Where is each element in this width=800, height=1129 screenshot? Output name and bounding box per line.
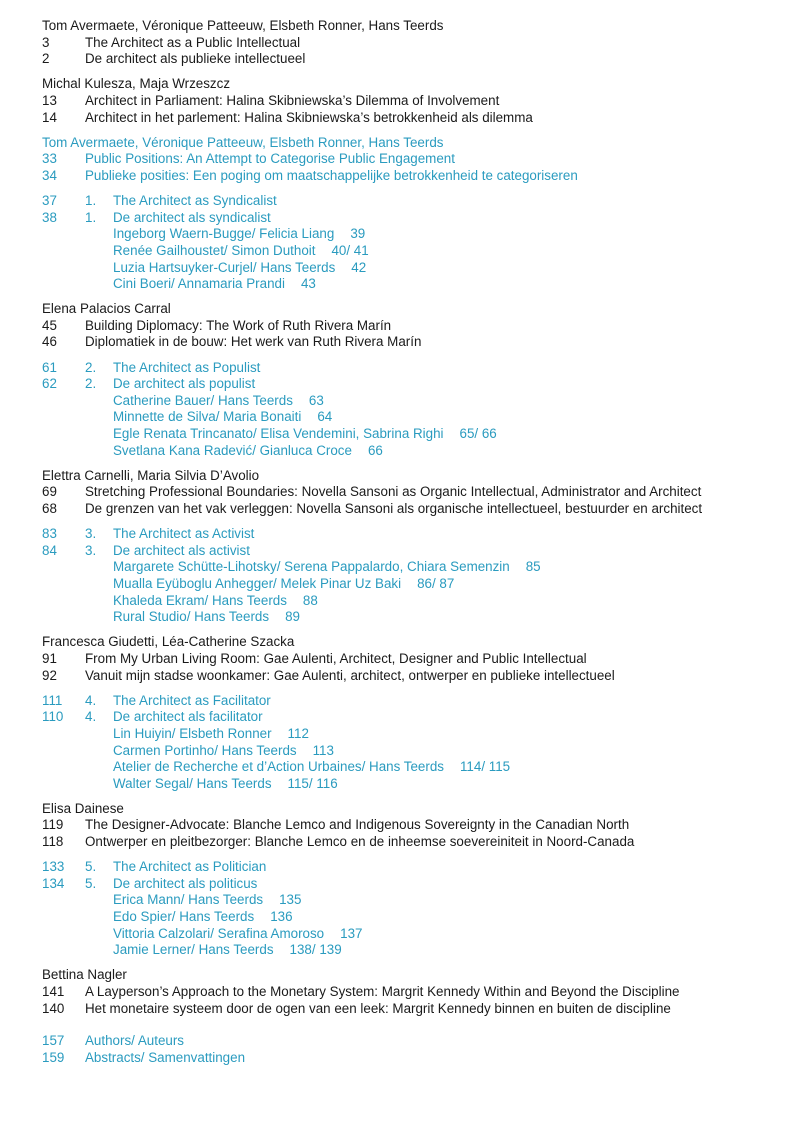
entry-title: Authors/ Auteurs: [85, 1033, 184, 1049]
page-number: 138/ 139: [289, 942, 342, 958]
entry-title: Diplomatiek in de bouw: Het werk van Ruth Rivera Marín: [85, 334, 422, 350]
portrait-name: Minnette de Silva/ Maria Bonaiti: [113, 409, 302, 425]
toc-block: [42, 301, 790, 351]
essay-title-en: [42, 984, 790, 1001]
essay-title-en: [42, 318, 790, 335]
portrait-name: Margarete Schütte-Lihotsky/ Serena Pappalardo, Chiara Semenzin: [113, 559, 510, 575]
portrait-entry: [42, 409, 790, 426]
section-heading-nl: [42, 876, 790, 893]
entry-title: Public Positions: An Attempt to Categorise Public Engagement: [85, 151, 455, 167]
page-number: 83: [42, 526, 57, 542]
entry-title: A Layperson’s Approach to the Monetary System: Margrit Kennedy Within and Beyond the Discipline: [85, 984, 680, 999]
essay-title-nl: [42, 834, 790, 851]
page-number: 66: [367, 442, 383, 458]
page-number: 113: [312, 742, 334, 758]
section-title: De architect als politicus: [113, 875, 258, 891]
page-number: 112: [287, 725, 309, 741]
page-number: 39: [350, 226, 366, 242]
section-number: 1.: [85, 209, 97, 225]
portrait-name: Renée Gailhoustet/ Simon Duthoit: [113, 242, 316, 258]
essay-title-en: [42, 817, 790, 834]
page-number: 42: [351, 259, 367, 275]
section-number: 3.: [85, 526, 97, 542]
entry-title: Stretching Professional Boundaries: Novella Sansoni as Organic Intellectual, Administrator and Architect: [85, 484, 702, 500]
section-number: 4.: [85, 709, 97, 725]
toc-block: [42, 801, 790, 851]
section-heading-nl: [42, 543, 790, 560]
page-number: 92: [42, 667, 57, 683]
essay-authors: Elettra Carnelli, Maria Silvia D’Avolio: [42, 467, 260, 483]
portrait-entry: [42, 443, 790, 460]
portrait-entry: [42, 393, 790, 410]
page-number: 34: [42, 167, 57, 183]
section-title: The Architect as Politician: [113, 859, 267, 875]
page-number: 3: [42, 34, 50, 50]
essay-title-nl: [42, 1001, 790, 1018]
toc-block: [42, 468, 790, 518]
page-number: 65/ 66: [459, 426, 497, 442]
entry-title: From My Urban Living Room: Gae Aulenti, Architect, Designer and Public Intellectual: [85, 650, 587, 666]
page-number: 157: [42, 1033, 65, 1049]
section-number: 5.: [85, 859, 97, 875]
page-number: 110: [42, 709, 64, 725]
toc-block: [42, 526, 790, 626]
section-number: 2.: [85, 359, 97, 375]
section-title: The Architect as Syndicalist: [113, 193, 277, 209]
entry-title: Architect in het parlement: Halina Skibniewska’s betrokkenheid als dilemma: [85, 109, 533, 125]
portrait-name: Cini Boeri/ Annamaria Prandi: [113, 276, 285, 292]
back-matter-entry: [42, 1050, 790, 1067]
page-number: 84: [42, 542, 57, 558]
entry-title: Vanuit mijn stadse woonkamer: Gae Aulenti, architect, ontwerper en publieke intellectueel: [85, 667, 615, 683]
page-number: 86/ 87: [417, 575, 455, 591]
portrait-entry: [42, 260, 790, 277]
portrait-name: Catherine Bauer/ Hans Teerds: [113, 392, 293, 408]
page-number: 159: [42, 1049, 65, 1065]
section-heading-nl: [42, 210, 790, 227]
portrait-entry: [42, 226, 790, 243]
section-title: The Architect as Facilitator: [113, 692, 271, 708]
portrait-name: Atelier de Recherche et d’Action Urbaines/ Hans Teerds: [113, 759, 444, 775]
portrait-name: Svetlana Kana Radević/ Gianluca Croce: [113, 442, 352, 458]
essay-title-en: [42, 93, 790, 110]
page-number: 91: [42, 650, 57, 666]
page-number: 135: [279, 892, 302, 908]
essay-authors: Michal Kulesza, Maja Wrzeszcz: [42, 76, 231, 92]
toc-block: [42, 693, 790, 793]
portrait-name: Rural Studio/ Hans Teerds: [113, 609, 270, 625]
essay-title-nl: [42, 334, 790, 351]
essay-authors: Tom Avermaete, Véronique Patteeuw, Elsbeth Ronner, Hans Teerds: [42, 18, 444, 33]
portrait-entry: [42, 576, 790, 593]
section-title: De architect als syndicalist: [113, 209, 271, 225]
page-number: 37: [42, 193, 57, 209]
portrait-name: Ingeborg Waern-Bugge/ Felicia Liang: [113, 226, 335, 242]
essay-authors: Elisa Dainese: [42, 800, 124, 816]
page-number: 64: [317, 409, 333, 425]
section-title: De architect als populist: [113, 376, 256, 392]
portrait-name: Vittoria Calzolari/ Serafina Amoroso: [113, 925, 325, 941]
essay-title-nl: [42, 168, 790, 185]
essay-title-en: [42, 35, 790, 52]
portrait-entry: [42, 276, 790, 293]
entry-title: The Architect as a Public Intellectual: [85, 34, 301, 50]
portrait-entry: [42, 243, 790, 260]
portrait-entry: [42, 609, 790, 626]
page-number: 38: [42, 209, 57, 225]
table-of-contents: [42, 18, 790, 1075]
portrait-entry: [42, 426, 790, 443]
entry-title: De grenzen van het vak verleggen: Novella Sansoni als organische intellectueel, bestuurder en architect: [85, 501, 703, 516]
toc-block: [42, 135, 790, 185]
portrait-entry: [42, 926, 790, 943]
section-number: 5.: [85, 875, 97, 891]
page-number: 133: [42, 859, 65, 875]
section-number: 1.: [85, 193, 97, 209]
section-number: 3.: [85, 542, 97, 558]
page-number: 141: [42, 984, 65, 999]
section-title: De architect als facilitator: [113, 709, 263, 725]
essay-authors: Elena Palacios Carral: [42, 301, 171, 317]
section-heading-nl: [42, 709, 790, 726]
portrait-entry: [42, 743, 790, 760]
page-number: 2: [42, 51, 50, 67]
portrait-entry: [42, 593, 790, 610]
toc-block: [42, 1033, 790, 1066]
section-number: 4.: [85, 692, 97, 708]
section-number: 2.: [85, 376, 97, 392]
portrait-entry: [42, 759, 790, 776]
page-number: 45: [42, 317, 57, 333]
essay-title-nl: [42, 501, 790, 518]
page-number: 61: [42, 359, 57, 375]
page-number: 134: [42, 875, 65, 891]
page-number: 119: [42, 817, 64, 833]
toc-block: [42, 634, 790, 684]
entry-title: Abstracts/ Samenvattingen: [85, 1049, 246, 1065]
toc-block: [42, 360, 790, 460]
page-number: 114/ 115: [459, 759, 511, 775]
entry-title: Building Diplomacy: The Work of Ruth Rivera Marín: [85, 317, 392, 333]
section-heading-nl: [42, 376, 790, 393]
section-title: The Architect as Activist: [113, 526, 255, 542]
portrait-entry: [42, 559, 790, 576]
entry-title: The Designer-Advocate: Blanche Lemco and Indigenous Sovereignty in the Canadian North: [85, 817, 630, 833]
toc-block: [42, 967, 790, 1017]
portrait-name: Jamie Lerner/ Hans Teerds: [113, 942, 274, 958]
page-number: 118: [42, 834, 64, 850]
portrait-entry: [42, 892, 790, 909]
toc-block: [42, 76, 790, 126]
page-number: 68: [42, 501, 57, 516]
portrait-entry: [42, 909, 790, 926]
page-number: 136: [270, 909, 293, 925]
portrait-entry: [42, 776, 790, 793]
portrait-name: Lin Huiyin/ Elsbeth Ronner: [113, 725, 272, 741]
page-number: 46: [42, 334, 57, 350]
page-number: 137: [340, 925, 363, 941]
portrait-entry: [42, 942, 790, 959]
portrait-entry: [42, 726, 790, 743]
page-number: 62: [42, 376, 57, 392]
entry-title: Het monetaire systeem door de ogen van een leek: Margrit Kennedy binnen en buiten de discipline: [85, 1000, 671, 1016]
page-number: 63: [308, 392, 324, 408]
portrait-name: Egle Renata Trincanato/ Elisa Vendemini, Sabrina Righi: [113, 426, 444, 442]
entry-title: De architect als publieke intellectueel: [85, 51, 306, 67]
toc-block: [42, 859, 790, 959]
essay-title-nl: [42, 668, 790, 685]
page-number: 69: [42, 484, 57, 500]
toc-block: [42, 193, 790, 293]
portrait-name: Carmen Portinho/ Hans Teerds: [113, 742, 297, 758]
essay-authors: Tom Avermaete, Véronique Patteeuw, Elsbeth Ronner, Hans Teerds: [42, 134, 444, 150]
portrait-name: Mualla Eyüboglu Anhegger/ Melek Pinar Uz Baki: [113, 575, 402, 591]
section-title: The Architect as Populist: [113, 359, 261, 375]
page-number: 85: [525, 559, 541, 575]
essay-title-en: [42, 484, 790, 501]
essay-authors: Francesca Giudetti, Léa-Catherine Szacka: [42, 634, 295, 650]
portrait-name: Khaleda Ekram/ Hans Teerds: [113, 592, 287, 608]
back-matter-entry: [42, 1033, 790, 1050]
entry-title: Publieke posities: Een poging om maatschappelijke betrokkenheid te categoriseren: [85, 167, 578, 183]
page-number: 88: [302, 592, 318, 608]
page-number: 40/ 41: [331, 242, 369, 258]
section-heading-en: [42, 526, 790, 543]
page-number: 13: [42, 92, 57, 108]
section-heading-en: [42, 193, 790, 210]
portrait-name: Walter Segal/ Hans Teerds: [113, 775, 272, 791]
portrait-name: Luzia Hartsuyker-Curjel/ Hans Teerds: [113, 259, 336, 275]
section-title: De architect als activist: [113, 542, 250, 558]
page-number: 111: [42, 692, 63, 708]
page-number: 115/ 116: [287, 775, 338, 791]
entry-title: Ontwerper en pleitbezorger: Blanche Lemco en de inheemse soevereiniteit in Noord-Canada: [85, 834, 635, 850]
section-heading-en: [42, 693, 790, 710]
page-number: 140: [42, 1000, 65, 1016]
toc-block: [42, 18, 790, 68]
essay-title-nl: [42, 110, 790, 127]
essay-authors: Bettina Nagler: [42, 967, 127, 983]
page-number: 33: [42, 151, 57, 167]
page-number: 89: [285, 609, 300, 625]
essay-title-nl: [42, 51, 790, 68]
portrait-name: Edo Spier/ Hans Teerds: [113, 909, 255, 925]
entry-title: Architect in Parliament: Halina Skibniewska’s Dilemma of Involvement: [85, 92, 500, 108]
section-heading-en: [42, 859, 790, 876]
portrait-name: Erica Mann/ Hans Teerds: [113, 892, 264, 908]
essay-title-en: [42, 651, 790, 668]
essay-title-en: [42, 151, 790, 168]
page-number: 14: [42, 109, 57, 125]
section-heading-en: [42, 360, 790, 377]
page-number: 43: [300, 276, 316, 292]
